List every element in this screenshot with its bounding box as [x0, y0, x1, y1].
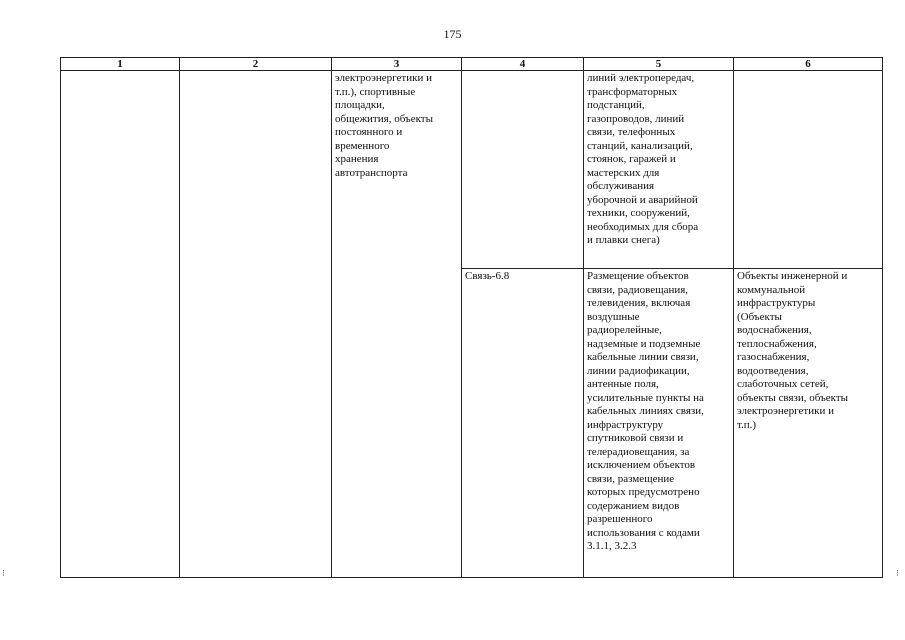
cell-text: Размещение объектов связи, радиовещания, телевидения, включая воздушные радиорелейные, надземные и подземные кабельные линии связи, линии радиофикации, антенные поля, усилительные пункты на кабельных линиях связи, инфраструктуру спутниковой связи и телерадиовещания, за исключением объектов связи, размещение которых предусмотрено содержанием видов разрешенного использования с кодами 3.1.1, 3.2.3: [587, 270, 704, 552]
table-cell-col6: [734, 71, 883, 269]
column-header-1: 1: [61, 58, 180, 71]
cell-text: линий электропередач, трансформаторных подстанций, газопроводов, линий связи, телефонных станций, канализаций, стоянок, гаражей и мастерских для обслуживания уборочной и аварийной техники, сооружений, необходимых для сбора и плавки снега): [587, 72, 699, 246]
column-header-6: 6: [734, 58, 883, 71]
cell-text: Связь-6.8: [465, 270, 510, 282]
left-edge-mark: ⁝: [2, 568, 5, 578]
column-header-2: 2: [180, 58, 332, 71]
column-header-3: 3: [332, 58, 462, 71]
table-cell-col5: [584, 269, 734, 578]
table-cell-col1: [61, 71, 180, 578]
table-cell-col5: [584, 71, 734, 269]
table-cell-col6: [734, 269, 883, 578]
column-header-5: 5: [584, 58, 734, 71]
column-header-4: 4: [462, 58, 584, 71]
table-cell-col4: [462, 269, 584, 578]
document-table: [60, 57, 883, 578]
table-header-row: [61, 58, 883, 71]
table-row: [61, 71, 883, 269]
table-cell-col3: [332, 71, 462, 578]
cell-text: Объекты инженерной и коммунальной инфраструктуры (Объекты водоснабжения, теплоснабжения, газоснабжения, водоотведения, слаботочных сетей, объекты связи, объекты электроэнергетики и т.п.): [737, 270, 849, 431]
cell-text: электроэнергетики и т.п.), спортивные площадки, общежития, объекты постоянного и временного хранения автотранспорта: [335, 72, 433, 179]
page-number: 175: [443, 27, 462, 41]
right-edge-mark: ⁝: [896, 568, 899, 578]
table-cell-col4: [462, 71, 584, 269]
table-cell-col2: [180, 71, 332, 578]
